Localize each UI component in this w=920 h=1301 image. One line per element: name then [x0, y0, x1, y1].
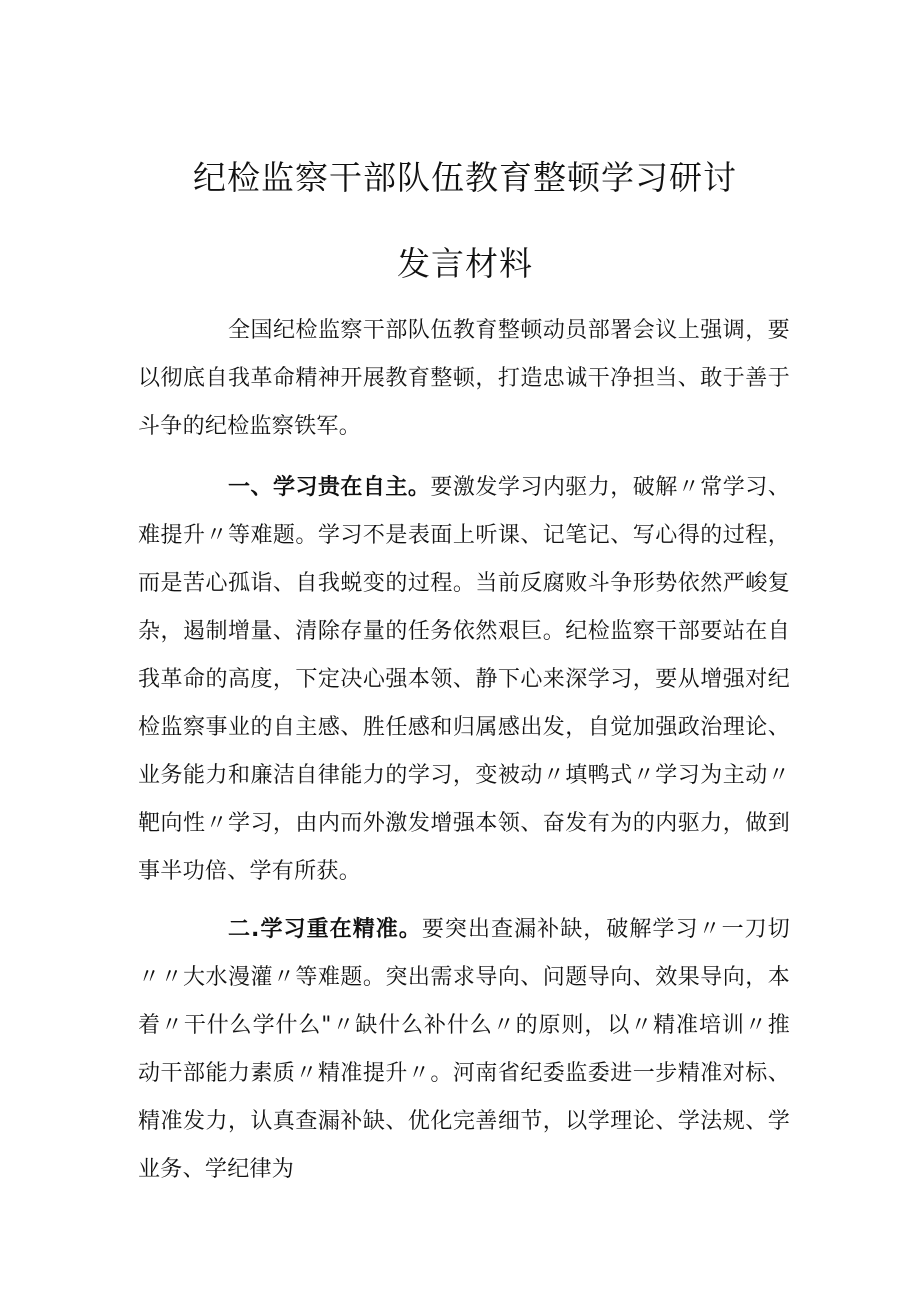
section-1-heading: 一、学习贵在自主。 — [228, 475, 431, 500]
section-2-heading: 二.学习重在精准。 — [228, 917, 422, 942]
section-2-body: 要突出查漏补缺，破解学习〃一刀切〃〃大水漫灌〃等难题。突出需求导向、问题导向、效果导向，本着〃干什么学什么"〃缺什么补什么〃的原则，以〃精准培训〃推动干部能力素质〃精准提升〃。河南省纪委监委进一步精准对标、精准发力，认真查漏补缺、优化完善细节，以学理论、学法规、学业务、学纪律为 — [138, 917, 790, 1182]
document-title-line-1: 纪检监察干部队伍教育整顿学习研讨 — [193, 158, 737, 197]
section-2-paragraph — [138, 906, 790, 1194]
intro-paragraph: 全国纪检监察干部队伍教育整顿动员部署会议上强调，要以彻底自我革命精神开展教育整顿，打造忠诚干净担当、敢于善于斗争的纪检监察铁军。 — [138, 318, 790, 439]
document-title-line-2: 发言材料 — [397, 244, 533, 283]
section-1-paragraph — [138, 464, 790, 896]
section-1-body: 要激发学习内驱力，破解〃常学习、难提升〃等难题。学习不是表面上听课、记笔记、写心得的过程，而是苦心孤诣、自我蜕变的过程。当前反腐败斗争形势依然严峻复杂，遏制增量、清除存量的任务依然艰巨。纪检监察干部要站在自我革命的高度，下定决心强本领、静下心来深学习，要从增强对纪检监察事业的自主感、胜任感和归属感出发，自觉加强政治理论、业务能力和廉洁自律能力的学习，变被动〃填鸭式〃学习为主动〃靶向性〃学习，由内而外激发增强本领、奋发有为的内驱力，做到事半功倍、学有所获。 — [138, 475, 790, 884]
